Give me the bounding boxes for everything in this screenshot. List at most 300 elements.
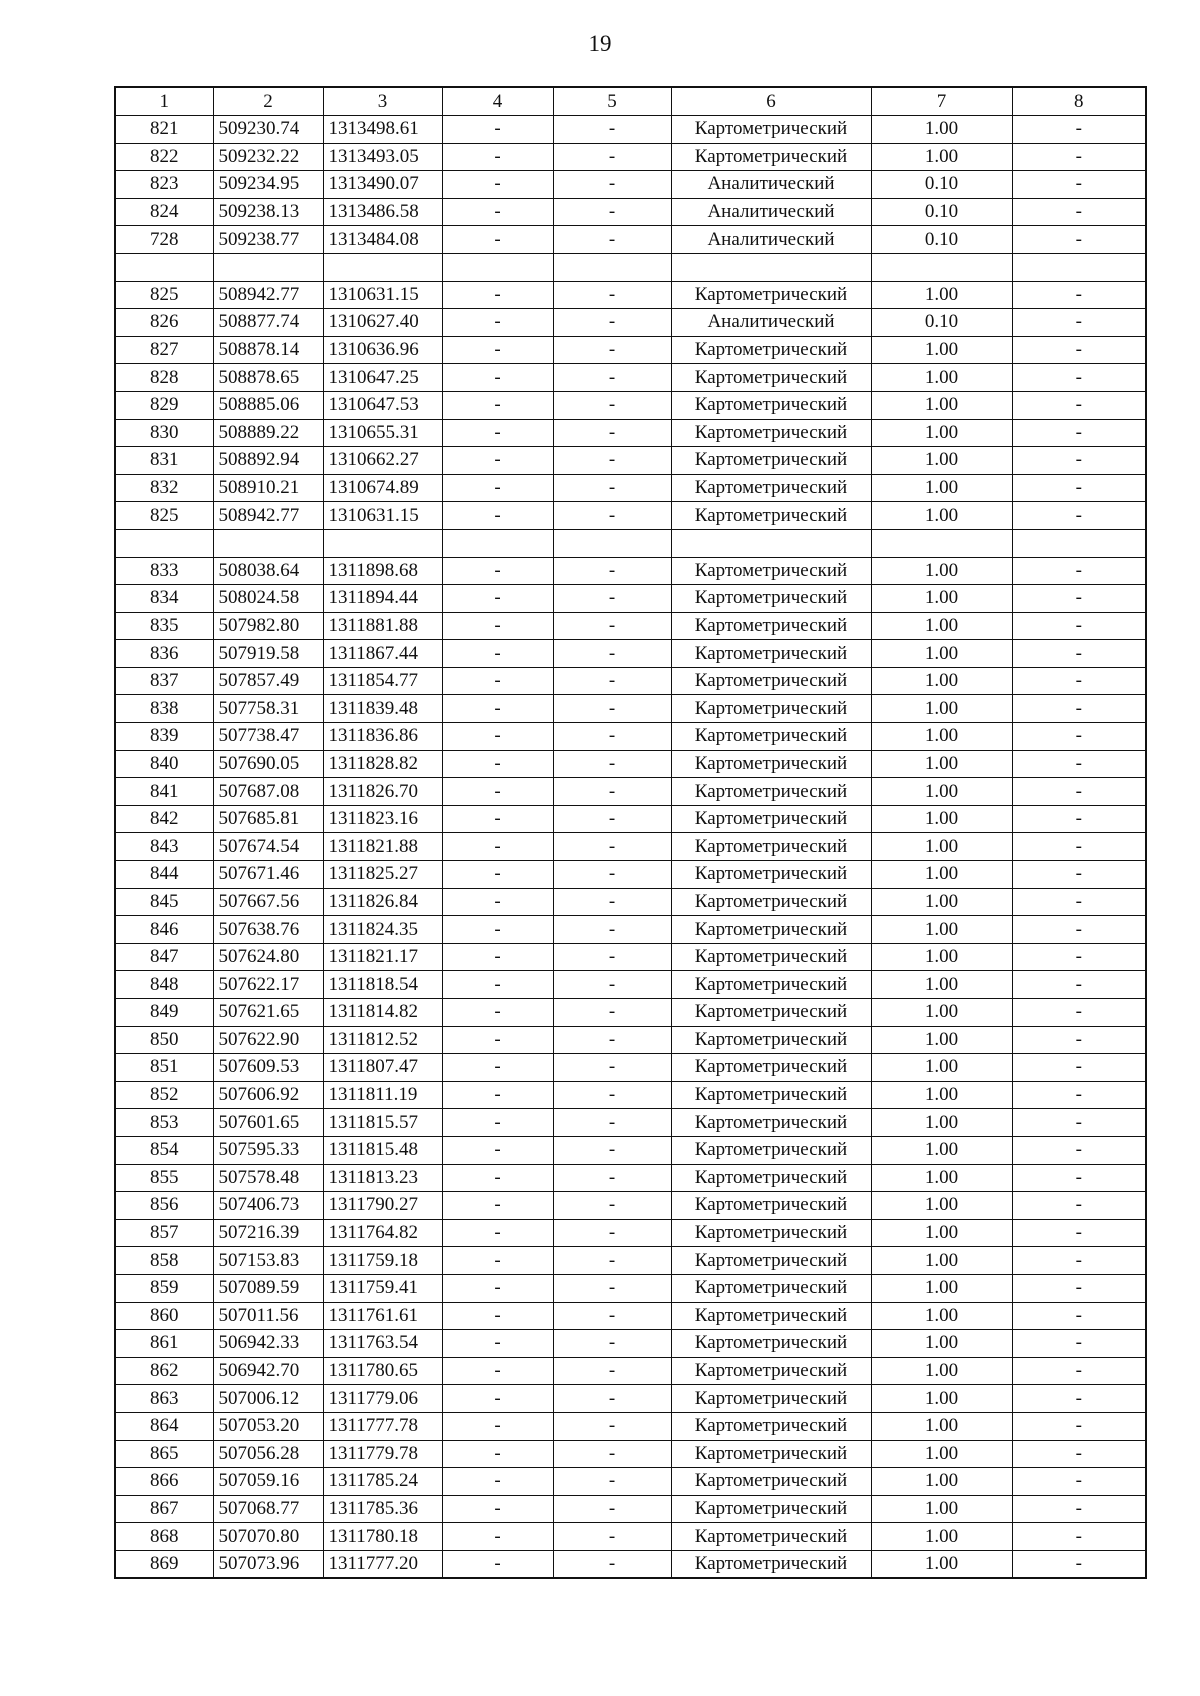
table-cell: 507982.80 <box>213 612 323 640</box>
table-cell: 1.00 <box>871 723 1012 751</box>
table-cell: Картометрический <box>671 1026 871 1054</box>
table-cell: - <box>1012 1523 1146 1551</box>
table-cell <box>323 529 442 557</box>
table-cell: 507674.54 <box>213 833 323 861</box>
table-row <box>115 1136 1146 1164</box>
table-cell: - <box>442 143 553 171</box>
table-cell: 1311898.68 <box>323 557 442 585</box>
table-cell: - <box>1012 1081 1146 1109</box>
table-row <box>115 695 1146 723</box>
table-cell: 1310627.40 <box>323 309 442 337</box>
table-row <box>115 750 1146 778</box>
table-cell: 1311779.06 <box>323 1385 442 1413</box>
table-cell: Картометрический <box>671 1357 871 1385</box>
table-cell: - <box>553 557 671 585</box>
table-cell: 833 <box>115 557 213 585</box>
table-cell <box>671 253 871 281</box>
table-cell: Аналитический <box>671 171 871 199</box>
table-row <box>115 1219 1146 1247</box>
table-cell: Картометрический <box>671 364 871 392</box>
table-row <box>115 640 1146 668</box>
table-row <box>115 1357 1146 1385</box>
table-cell: - <box>442 1412 553 1440</box>
table-cell: 1.00 <box>871 861 1012 889</box>
table-cell: - <box>1012 667 1146 695</box>
table-cell: 1311815.48 <box>323 1136 442 1164</box>
table-cell: 507006.12 <box>213 1385 323 1413</box>
table-cell: Картометрический <box>671 971 871 999</box>
table-cell: 1.00 <box>871 1440 1012 1468</box>
table-row <box>115 943 1146 971</box>
table-row <box>115 1495 1146 1523</box>
table-cell: 508877.74 <box>213 309 323 337</box>
table-row <box>115 1412 1146 1440</box>
table-cell <box>553 529 671 557</box>
table-cell: 507059.16 <box>213 1468 323 1496</box>
table-cell: - <box>442 999 553 1027</box>
table-cell: Картометрический <box>671 1192 871 1220</box>
table-cell: - <box>1012 1192 1146 1220</box>
table-cell: Картометрический <box>671 1164 871 1192</box>
table-cell: 1.00 <box>871 116 1012 144</box>
table-cell: 508038.64 <box>213 557 323 585</box>
table-cell: Картометрический <box>671 805 871 833</box>
table-cell: - <box>1012 1385 1146 1413</box>
table-cell: 1311813.23 <box>323 1164 442 1192</box>
table-cell: 1.00 <box>871 888 1012 916</box>
table-cell: 507685.81 <box>213 805 323 833</box>
table-cell: 828 <box>115 364 213 392</box>
table-cell: 856 <box>115 1192 213 1220</box>
table-row <box>115 778 1146 806</box>
table-cell: 508942.77 <box>213 502 323 530</box>
table-cell: 851 <box>115 1054 213 1082</box>
table-cell: - <box>553 1247 671 1275</box>
table-cell: - <box>553 226 671 254</box>
table-cell: Картометрический <box>671 1274 871 1302</box>
table-cell: 508910.21 <box>213 474 323 502</box>
table-cell: - <box>442 1219 553 1247</box>
table-cell <box>871 253 1012 281</box>
table-cell: - <box>442 1054 553 1082</box>
table-cell: - <box>1012 1468 1146 1496</box>
table-cell: 507690.05 <box>213 750 323 778</box>
table-cell: 507153.83 <box>213 1247 323 1275</box>
table-cell: 1313493.05 <box>323 143 442 171</box>
table-cell: - <box>553 667 671 695</box>
table-cell: 847 <box>115 943 213 971</box>
table-cell: - <box>1012 1274 1146 1302</box>
table-cell <box>1012 529 1146 557</box>
table-cell: - <box>442 364 553 392</box>
table-cell: 864 <box>115 1412 213 1440</box>
table-cell: - <box>553 116 671 144</box>
table-cell: 859 <box>115 1274 213 1302</box>
table-cell: Картометрический <box>671 116 871 144</box>
table-cell: 507406.73 <box>213 1192 323 1220</box>
table-cell: 1311764.82 <box>323 1219 442 1247</box>
table-cell: 1.00 <box>871 1026 1012 1054</box>
table-cell: 836 <box>115 640 213 668</box>
table-row <box>115 999 1146 1027</box>
table-cell: 1.00 <box>871 667 1012 695</box>
table-cell: - <box>1012 1495 1146 1523</box>
table-cell <box>1012 253 1146 281</box>
separator-row <box>115 253 1146 281</box>
table-cell: - <box>553 336 671 364</box>
table-cell: 1.00 <box>871 1081 1012 1109</box>
table-cell: - <box>442 750 553 778</box>
table-cell: - <box>442 1192 553 1220</box>
table-cell: 1.00 <box>871 1219 1012 1247</box>
table-cell: 1.00 <box>871 143 1012 171</box>
table-cell: 861 <box>115 1330 213 1358</box>
table-cell: - <box>442 1302 553 1330</box>
table-cell: Картометрический <box>671 833 871 861</box>
table-cell: - <box>553 364 671 392</box>
table-cell: 1311785.36 <box>323 1495 442 1523</box>
table-cell: - <box>553 143 671 171</box>
table-cell: - <box>1012 171 1146 199</box>
table-cell: 1.00 <box>871 1357 1012 1385</box>
table-cell: 728 <box>115 226 213 254</box>
table-cell: Картометрический <box>671 143 871 171</box>
table-cell: Картометрический <box>671 1054 871 1082</box>
table-cell: Картометрический <box>671 1385 871 1413</box>
table-row <box>115 833 1146 861</box>
table-row <box>115 1274 1146 1302</box>
table-cell: 846 <box>115 916 213 944</box>
table-cell: 509234.95 <box>213 171 323 199</box>
separator-row <box>115 529 1146 557</box>
table-cell: Картометрический <box>671 750 871 778</box>
table-cell: 507622.17 <box>213 971 323 999</box>
table-cell: Картометрический <box>671 1468 871 1496</box>
table-cell: 1311790.27 <box>323 1192 442 1220</box>
table-cell: Картометрический <box>671 943 871 971</box>
table-row <box>115 888 1146 916</box>
table-cell: 1.00 <box>871 502 1012 530</box>
table-cell: 508892.94 <box>213 447 323 475</box>
table-cell: - <box>553 612 671 640</box>
table-cell: 1.00 <box>871 750 1012 778</box>
table-cell: - <box>553 916 671 944</box>
table-cell: 825 <box>115 502 213 530</box>
table-cell: 507857.49 <box>213 667 323 695</box>
table-cell: Картометрический <box>671 336 871 364</box>
table-cell: - <box>553 1192 671 1220</box>
table-cell: 507089.59 <box>213 1274 323 1302</box>
table-row <box>115 1247 1146 1275</box>
table-cell: Картометрический <box>671 861 871 889</box>
table-cell: 826 <box>115 309 213 337</box>
table-cell: - <box>1012 1412 1146 1440</box>
table-cell: - <box>442 557 553 585</box>
table-cell: 1311828.82 <box>323 750 442 778</box>
table-cell: 1.00 <box>871 1164 1012 1192</box>
table-cell: 1.00 <box>871 281 1012 309</box>
table-cell: 1.00 <box>871 999 1012 1027</box>
table-cell: - <box>553 778 671 806</box>
table-cell: - <box>553 171 671 199</box>
table-cell: 1311812.52 <box>323 1026 442 1054</box>
table-cell <box>323 253 442 281</box>
table-cell: - <box>1012 1054 1146 1082</box>
table-cell: 507738.47 <box>213 723 323 751</box>
table-cell: - <box>442 502 553 530</box>
table-cell: - <box>1012 999 1146 1027</box>
table-cell: Картометрический <box>671 1550 871 1578</box>
table-cell: 1311761.61 <box>323 1302 442 1330</box>
table-row <box>115 419 1146 447</box>
table-cell: Картометрический <box>671 1302 871 1330</box>
table-cell: 1310647.25 <box>323 364 442 392</box>
table-cell: 1.00 <box>871 916 1012 944</box>
table-row <box>115 1054 1146 1082</box>
table-cell: - <box>442 474 553 502</box>
table-cell: 1311763.54 <box>323 1330 442 1358</box>
table-row <box>115 309 1146 337</box>
table-cell: - <box>1012 419 1146 447</box>
table-cell: 1310662.27 <box>323 447 442 475</box>
table-row <box>115 171 1146 199</box>
table-cell: - <box>442 667 553 695</box>
table-row <box>115 557 1146 585</box>
table-cell: - <box>1012 1109 1146 1137</box>
table-row <box>115 1109 1146 1137</box>
table-cell: 835 <box>115 612 213 640</box>
table-cell: 830 <box>115 419 213 447</box>
table-cell: - <box>553 1412 671 1440</box>
table-cell: 507919.58 <box>213 640 323 668</box>
table-cell: 823 <box>115 171 213 199</box>
table-cell: 1311818.54 <box>323 971 442 999</box>
table-cell: - <box>442 391 553 419</box>
table-cell: - <box>442 171 553 199</box>
table-cell: Картометрический <box>671 888 871 916</box>
table-row <box>115 1385 1146 1413</box>
table-cell: Аналитический <box>671 309 871 337</box>
table-cell: - <box>553 1468 671 1496</box>
table-cell: 507070.80 <box>213 1523 323 1551</box>
table-cell: 868 <box>115 1523 213 1551</box>
table-cell: 1310647.53 <box>323 391 442 419</box>
table-cell: - <box>553 943 671 971</box>
table-cell: - <box>553 447 671 475</box>
table-cell: 1.00 <box>871 1412 1012 1440</box>
table-cell: 1.00 <box>871 364 1012 392</box>
table-cell: 507068.77 <box>213 1495 323 1523</box>
table-cell: 1.00 <box>871 1385 1012 1413</box>
column-header: 1 <box>115 87 213 116</box>
table-cell: - <box>442 336 553 364</box>
table-cell: Картометрический <box>671 447 871 475</box>
column-header: 4 <box>442 87 553 116</box>
column-header: 8 <box>1012 87 1146 116</box>
table-row <box>115 391 1146 419</box>
table-cell: - <box>553 474 671 502</box>
table-cell <box>442 529 553 557</box>
table-cell: 1.00 <box>871 1192 1012 1220</box>
table-cell: 508878.14 <box>213 336 323 364</box>
table-cell: - <box>553 281 671 309</box>
table-cell: - <box>442 1026 553 1054</box>
table-cell: 1.00 <box>871 805 1012 833</box>
table-cell: 1311780.18 <box>323 1523 442 1551</box>
table-cell: 1311821.88 <box>323 833 442 861</box>
table-cell: - <box>442 226 553 254</box>
table-cell: - <box>1012 143 1146 171</box>
table-cell: Картометрический <box>671 1330 871 1358</box>
table-cell: - <box>442 585 553 613</box>
table-cell: Картометрический <box>671 1247 871 1275</box>
table-cell: - <box>442 447 553 475</box>
table-cell: - <box>442 419 553 447</box>
table-cell: 1311826.70 <box>323 778 442 806</box>
table-cell: 1311814.82 <box>323 999 442 1027</box>
table-row <box>115 1440 1146 1468</box>
table-cell: 507595.33 <box>213 1136 323 1164</box>
table-cell: 1311779.78 <box>323 1440 442 1468</box>
table-cell: 507622.90 <box>213 1026 323 1054</box>
table-row <box>115 1192 1146 1220</box>
table-row <box>115 116 1146 144</box>
table-cell: 507601.65 <box>213 1109 323 1137</box>
table-cell: - <box>1012 695 1146 723</box>
table-row <box>115 447 1146 475</box>
table-cell: 1313486.58 <box>323 198 442 226</box>
table-cell: - <box>553 971 671 999</box>
table-cell: 1311894.44 <box>323 585 442 613</box>
table-row <box>115 667 1146 695</box>
table-cell: 507667.56 <box>213 888 323 916</box>
table-cell: - <box>1012 1302 1146 1330</box>
table-cell: 1313484.08 <box>323 226 442 254</box>
table-cell: 1311815.57 <box>323 1109 442 1137</box>
table-cell: 1313498.61 <box>323 116 442 144</box>
table-cell: Картометрический <box>671 1109 871 1137</box>
table-cell: 1.00 <box>871 1495 1012 1523</box>
table-row <box>115 1523 1146 1551</box>
table-cell: - <box>1012 226 1146 254</box>
table-cell: - <box>442 1247 553 1275</box>
column-header: 5 <box>553 87 671 116</box>
table-row <box>115 474 1146 502</box>
table-cell: - <box>1012 1136 1146 1164</box>
table-cell: - <box>442 640 553 668</box>
table-cell: 843 <box>115 833 213 861</box>
table-cell: - <box>442 861 553 889</box>
table-cell: 1311777.78 <box>323 1412 442 1440</box>
table-cell: 863 <box>115 1385 213 1413</box>
table-cell: - <box>1012 557 1146 585</box>
table-cell: 825 <box>115 281 213 309</box>
table-cell: - <box>442 971 553 999</box>
table-cell: - <box>553 391 671 419</box>
table-cell: Картометрический <box>671 281 871 309</box>
table-cell: Аналитический <box>671 226 871 254</box>
table-cell: 1.00 <box>871 1109 1012 1137</box>
table-row <box>115 502 1146 530</box>
table-cell: - <box>442 1523 553 1551</box>
table-cell: - <box>442 916 553 944</box>
table-cell: 837 <box>115 667 213 695</box>
table-cell: - <box>553 1302 671 1330</box>
table-cell: 1.00 <box>871 1274 1012 1302</box>
table-cell: - <box>553 1385 671 1413</box>
table-cell: 1.00 <box>871 447 1012 475</box>
table-cell: - <box>553 419 671 447</box>
table-cell: 1311785.24 <box>323 1468 442 1496</box>
table-cell: - <box>553 1219 671 1247</box>
table-cell: - <box>553 502 671 530</box>
table-row <box>115 805 1146 833</box>
table-cell: 865 <box>115 1440 213 1468</box>
table-row <box>115 861 1146 889</box>
table-cell: - <box>1012 1219 1146 1247</box>
table-cell: 0.10 <box>871 309 1012 337</box>
table-cell: 1310631.15 <box>323 281 442 309</box>
table-cell: 1.00 <box>871 1523 1012 1551</box>
table-cell: 831 <box>115 447 213 475</box>
table-cell: - <box>442 778 553 806</box>
table-cell: 507056.28 <box>213 1440 323 1468</box>
table-cell: - <box>553 640 671 668</box>
table-cell: - <box>442 1550 553 1578</box>
table-cell: - <box>1012 447 1146 475</box>
table-cell: - <box>442 1440 553 1468</box>
table-cell: - <box>1012 1247 1146 1275</box>
column-header: 7 <box>871 87 1012 116</box>
table-cell: 1.00 <box>871 1054 1012 1082</box>
table-cell: 1311759.18 <box>323 1247 442 1275</box>
table-cell: - <box>553 861 671 889</box>
table-cell: Картометрический <box>671 999 871 1027</box>
table-cell: 1.00 <box>871 557 1012 585</box>
table-cell: - <box>553 999 671 1027</box>
table-cell: - <box>553 309 671 337</box>
table-row <box>115 1081 1146 1109</box>
table-cell: 857 <box>115 1219 213 1247</box>
table-cell: - <box>1012 805 1146 833</box>
table-cell: 1.00 <box>871 585 1012 613</box>
table-cell: 507606.92 <box>213 1081 323 1109</box>
table-cell: 824 <box>115 198 213 226</box>
table-cell: - <box>553 805 671 833</box>
table-cell: 1.00 <box>871 419 1012 447</box>
table-cell: 821 <box>115 116 213 144</box>
table-cell: 1.00 <box>871 833 1012 861</box>
table-cell: 1.00 <box>871 1247 1012 1275</box>
table-row <box>115 1550 1146 1578</box>
table-cell: - <box>1012 1026 1146 1054</box>
page-number: 19 <box>588 31 612 56</box>
table-cell: - <box>1012 612 1146 640</box>
table-cell: Картометрический <box>671 667 871 695</box>
table-cell: Картометрический <box>671 1440 871 1468</box>
table-cell: Картометрический <box>671 391 871 419</box>
table-cell: - <box>442 723 553 751</box>
table-cell: 867 <box>115 1495 213 1523</box>
table-cell: 1310674.89 <box>323 474 442 502</box>
table-cell: Картометрический <box>671 1495 871 1523</box>
table-cell: - <box>1012 502 1146 530</box>
table-cell: 1.00 <box>871 695 1012 723</box>
table-cell: 1.00 <box>871 971 1012 999</box>
table-cell: 507011.56 <box>213 1302 323 1330</box>
table-cell: 1311759.41 <box>323 1274 442 1302</box>
table-row <box>115 281 1146 309</box>
